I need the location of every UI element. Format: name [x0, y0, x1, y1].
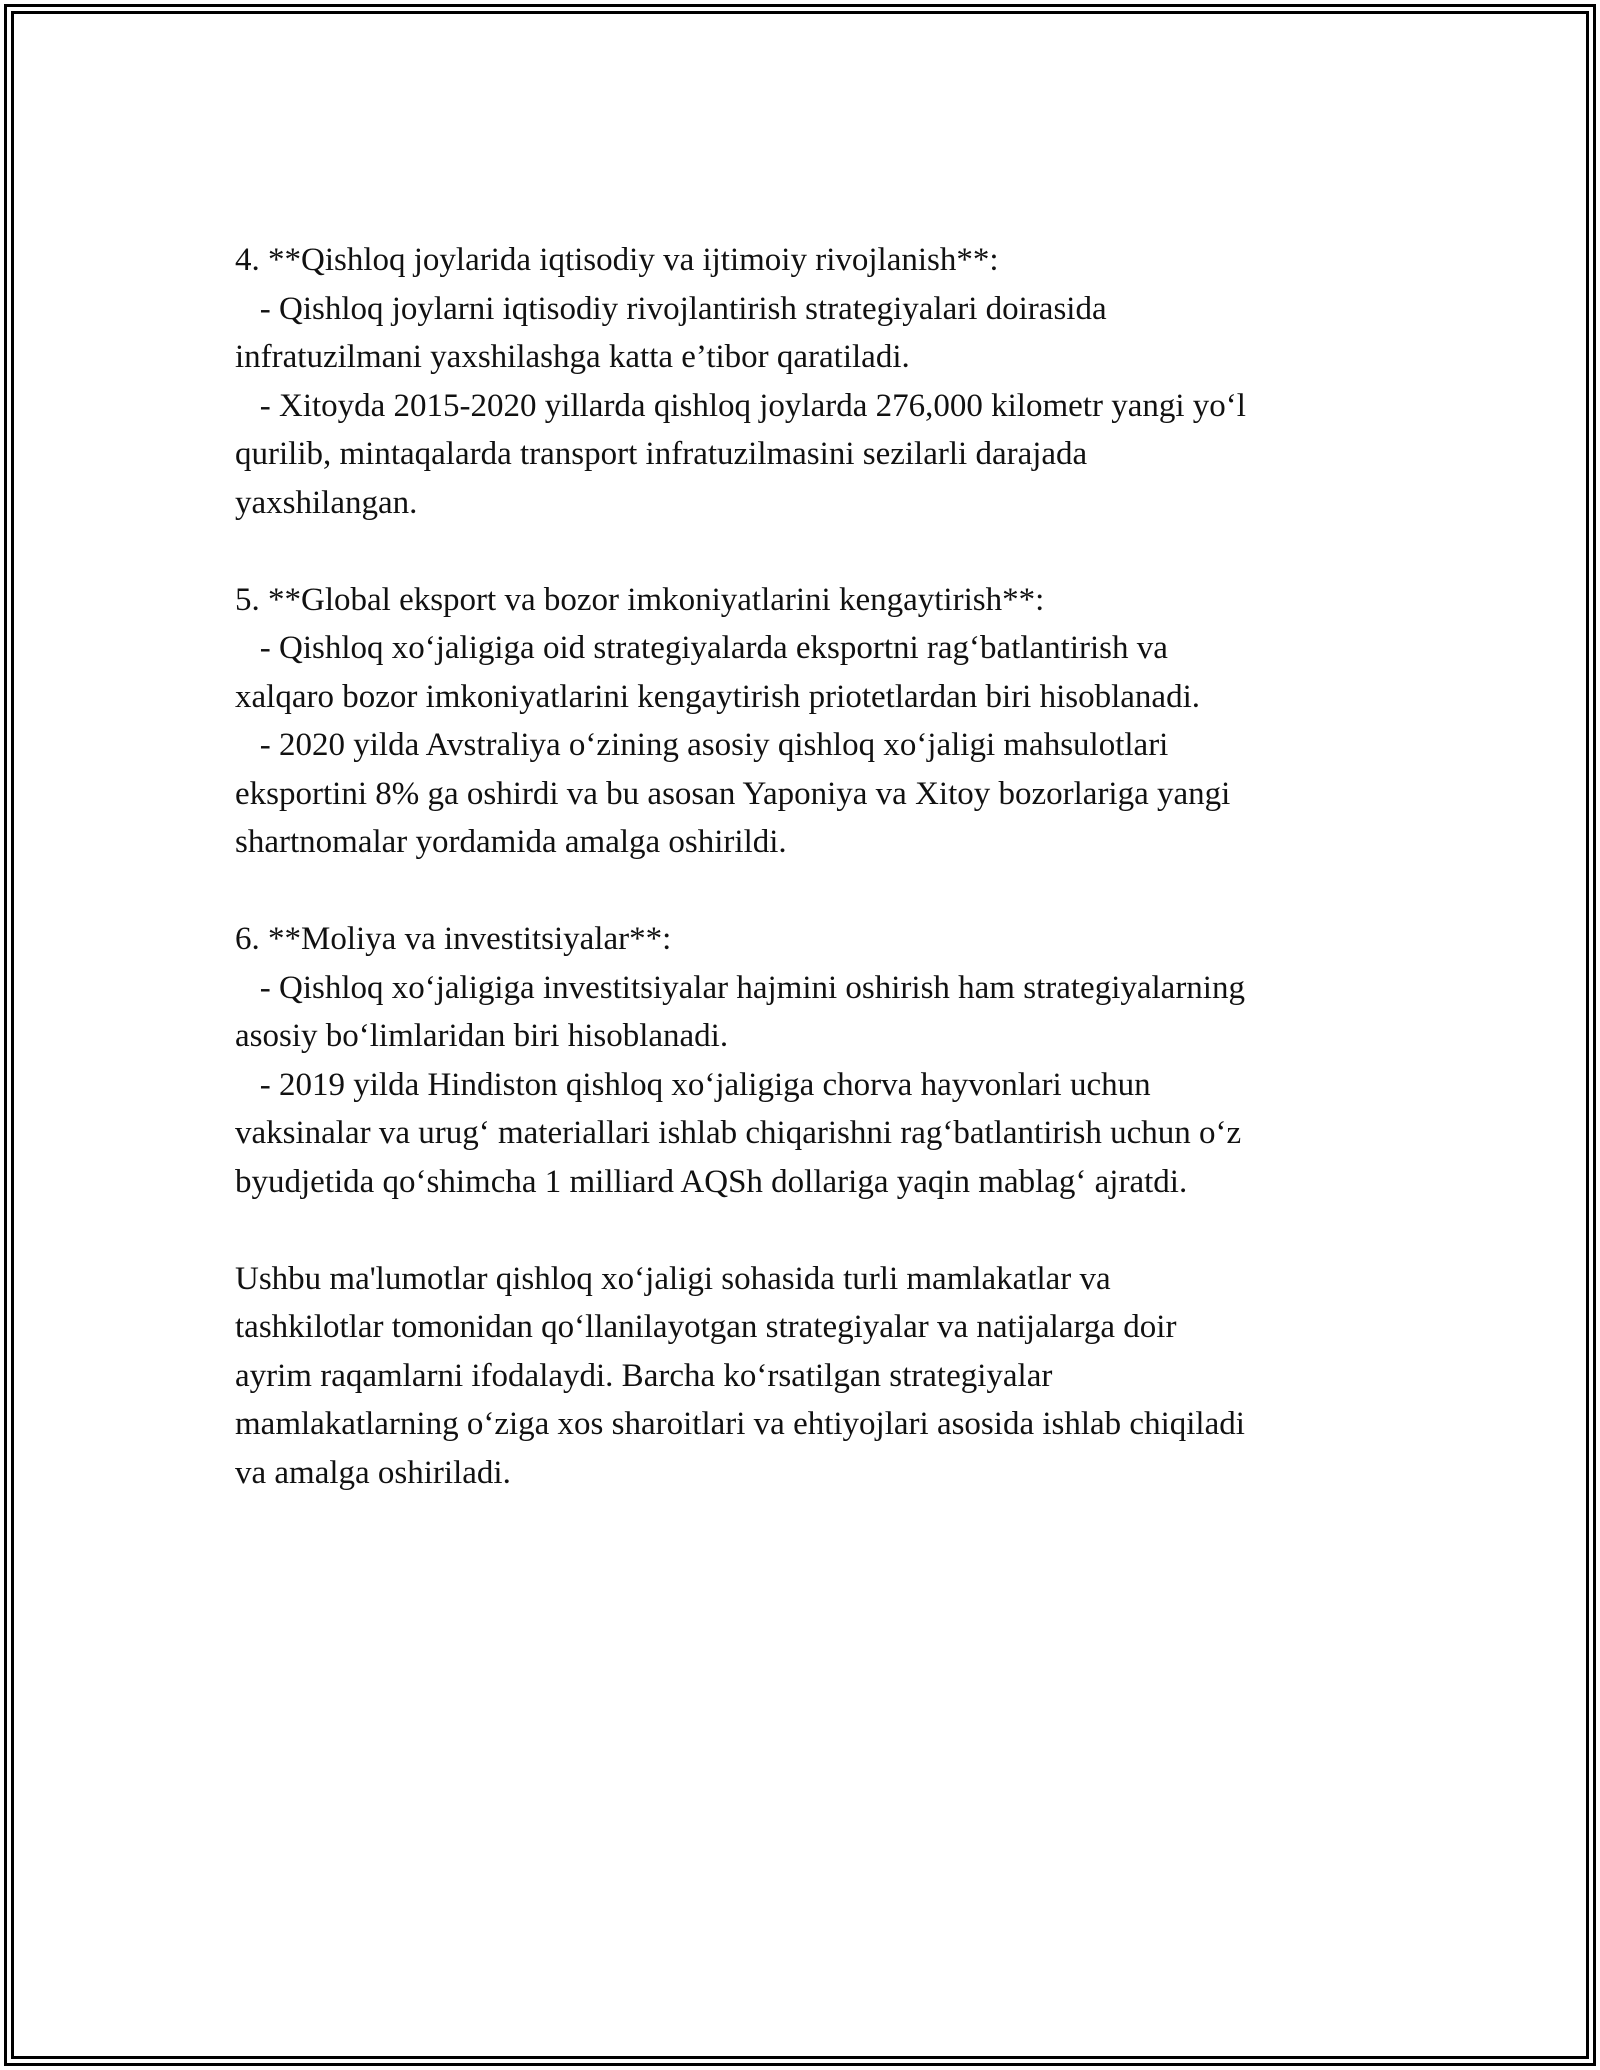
bullet-line: - Xitoyda 2015-2020 yillarda qishloq joylarda 276,000 kilometr yangi yo‘l — [235, 387, 1246, 424]
bullet-line: qurilib, mintaqalarda transport infratuzilmasini sezilarli darajada — [235, 436, 1088, 472]
bullet-line: vaksinalar va urug‘ materiallari ishlab chiqarishni rag‘batlantirish uchun o‘z — [235, 1115, 1242, 1151]
paragraph-line: tashkilotlar tomonidan qo‘llanilayotgan strategiyalar va natijalarga doir — [235, 1309, 1177, 1345]
section-rural-development — [235, 236, 1375, 527]
bullet-line: - 2019 yilda Hindiston qishloq xo‘jaligiga chorva hayvonlari uchun — [235, 1066, 1151, 1103]
bullet-line: yaxshilangan. — [235, 484, 418, 521]
section-heading: 4. **Qishloq joylarida iqtisodiy va ijtimoiy rivojlanish**: — [235, 242, 999, 278]
bullet-item — [235, 285, 1375, 382]
bullet-line: infratuzilmani yaxshilashga katta e’tibor qaratiladi. — [235, 339, 910, 375]
bullet-line: shartnomalar yordamida amalga oshirildi. — [235, 824, 787, 860]
paragraph-line: mamlakatlarning o‘ziga xos sharoitlari va ehtiyojlari asosida ishlab chiqiladi — [235, 1406, 1245, 1442]
bullet-line: - 2020 yilda Avstraliya o‘zining asosiy qishloq xo‘jaligi mahsulotlari — [235, 727, 1169, 763]
section-heading: 6. **Moliya va investitsiyalar**: — [235, 921, 672, 957]
bullet-item — [235, 624, 1375, 721]
bullet-item — [235, 964, 1375, 1061]
paragraph-line: Ushbu ma'lumotlar qishloq xo‘jaligi sohasida turli mamlakatlar va — [235, 1260, 1111, 1297]
bullet-line: - Qishloq xo‘jaligiga oid strategiyalarda eksportni rag‘batlantirish va — [235, 630, 1168, 666]
section-finance-investment — [235, 915, 1375, 1206]
bullet-line: xalqaro bozor imkoniyatlarini kengaytirish priotetlardan biri hisoblanadi. — [235, 678, 1200, 715]
section-global-export — [235, 576, 1375, 867]
document-body — [235, 236, 1375, 1546]
paragraph-line: va amalga oshiriladi. — [235, 1454, 511, 1491]
section-heading: 5. **Global eksport va bozor imkoniyatlarini kengaytirish**: — [235, 581, 1045, 618]
bullet-item — [235, 1061, 1375, 1207]
bullet-item — [235, 721, 1375, 867]
bullet-line: - Qishloq xo‘jaligiga investitsiyalar hajmini oshirish ham strategiyalarning — [235, 969, 1245, 1006]
bullet-line: eksportini 8% ga oshirdi va bu asosan Yaponiya va Xitoy bozorlariga yangi — [235, 775, 1231, 812]
bullet-line: byudjetida qo‘shimcha 1 milliard AQSh dollariga yaqin mablag‘ ajratdi. — [235, 1163, 1188, 1200]
paragraph-line: ayrim raqamlarni ifodalaydi. Barcha ko‘rsatilgan strategiyalar — [235, 1357, 1053, 1394]
bullet-item — [235, 382, 1375, 528]
conclusion-paragraph — [235, 1255, 1375, 1498]
bullet-line: asosiy bo‘limlaridan biri hisoblanadi. — [235, 1018, 729, 1054]
bullet-line: - Qishloq joylarni iqtisodiy rivojlantirish strategiyalari doirasida — [235, 290, 1107, 327]
